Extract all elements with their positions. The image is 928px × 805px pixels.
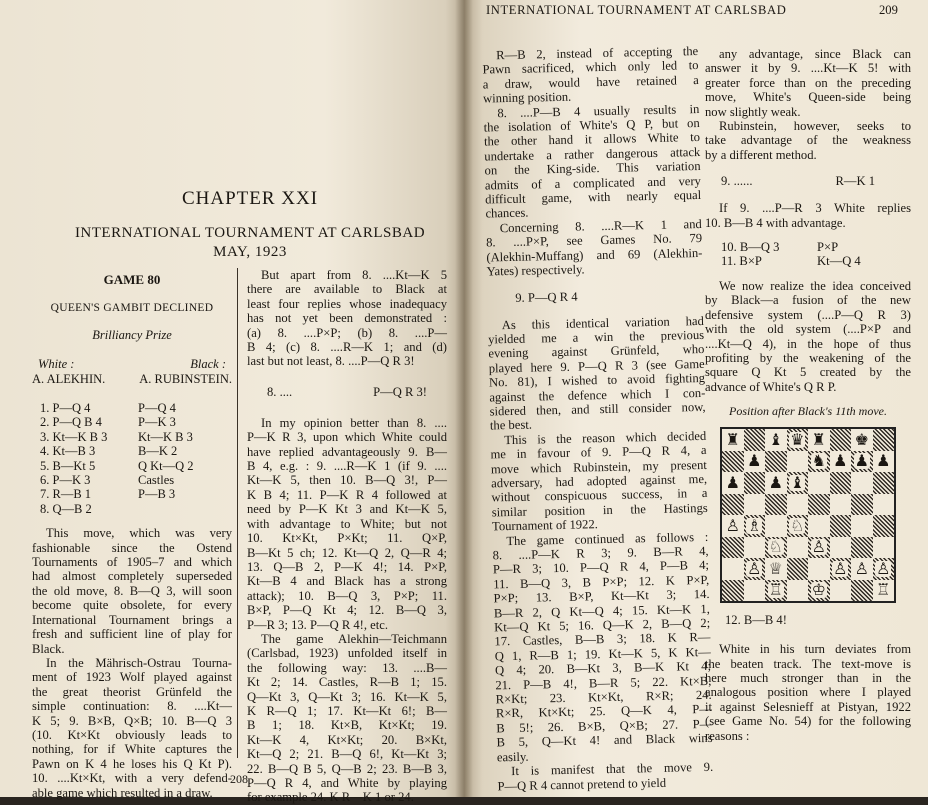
board-square [765, 515, 787, 537]
commentary-a [32, 526, 232, 800]
chess-piece-icon: ♟ [854, 451, 869, 471]
text-line: K B 4; 11. P—K R 4 followed at [247, 487, 447, 502]
text-line: need by P—K Kt 3 and Kt—K 5, [247, 502, 447, 517]
text-line: undertake a rather dangerous attack [484, 144, 701, 164]
board-square [808, 558, 830, 580]
board-square [722, 451, 744, 473]
text-line: P—K R 3, upon which White could [247, 430, 447, 445]
left-page-number: 208 [230, 772, 248, 786]
chess-piece-icon: ♜ [725, 429, 740, 449]
text-line: move which Rubinstein, my present [490, 457, 707, 476]
text-line: In my opinion better than 8. .... [261, 415, 447, 430]
board-square [830, 494, 852, 516]
text-line: B 4; (c) 8. ....R—K 1; and (d) [247, 340, 447, 355]
text-line: 11. B—Q 3, B P×P; 12. K P×P, [493, 572, 710, 592]
chess-piece-icon: ♝ [790, 472, 805, 492]
board-square [851, 558, 873, 580]
board-square [787, 537, 809, 559]
commentary-d2 [705, 201, 911, 230]
text-line: ....Kt—Q 4), in the hope of thus [705, 336, 911, 351]
text-line: (Carlsbad, 1923) unfolded itself in [247, 646, 447, 661]
text-line: B×P, P—Q Kt 4; 12. B—Q 3, [247, 603, 447, 618]
board-square [830, 558, 852, 580]
board-square [851, 494, 873, 516]
text-line: As this identical variation had [501, 313, 704, 332]
text-line: (a) 8. ....P×P; (b) 8. ....P— [247, 325, 447, 340]
text-line: Kt—Q 2; 21. B—Q 6!, Kt—Kt 3; [247, 747, 447, 762]
text-line: move, White's Queen-side being [705, 90, 911, 105]
move-row [40, 415, 232, 429]
white-move: 4. Kt—B 3 [40, 444, 96, 459]
text-line: played here 9. P—Q R 3 (see Game [488, 356, 705, 376]
board-square [873, 472, 895, 494]
board-square [787, 472, 809, 494]
move-8-line [247, 385, 447, 400]
board-square [722, 537, 744, 559]
text-line: defensive system (....P—Q R 3) [705, 307, 911, 322]
board-square [787, 451, 809, 473]
text-line: yielded me a win the previous [487, 327, 705, 347]
text-line: P—R 3; 13. P—Q R 4!, etc. [247, 617, 388, 632]
text-line: White in his turn deviates from [719, 642, 911, 657]
board-square [765, 451, 787, 473]
text-line: on the King-side. This variation [484, 159, 701, 178]
chess-piece-icon: ♙ [747, 558, 762, 578]
board-square [765, 494, 787, 516]
move-10-black: P×P [817, 240, 839, 255]
text-line: adversary, had adopted against me, [491, 471, 708, 491]
text-line: K R—Q 1; 17. Kt—Kt 6!; B— [247, 703, 447, 718]
text-line: without conspicuous success, in a [491, 486, 708, 505]
text-line: Q 1, R—B 1; 19. Kt—K 5, K Kt— [494, 644, 711, 664]
commentary-b1 [247, 268, 447, 369]
right-page-number: 209 [879, 3, 898, 17]
black-move: Q Kt—Q 2 [138, 458, 194, 473]
text-line: B 5, Q—Kt 4! and Black wins [496, 731, 713, 750]
text-line: (Alekhin-Muffang) and 69 (Alekhin- [486, 245, 703, 265]
left-column-2 [247, 268, 447, 805]
right-column-1 [482, 44, 714, 793]
right-page [464, 0, 928, 797]
board-square [830, 537, 852, 559]
text-line: Yates) respectively. [486, 262, 585, 279]
black-move: B—K 2 [138, 444, 178, 459]
board-square [851, 429, 873, 451]
text-line: Pawn on K 4 he loses his Q Kt P). [32, 756, 232, 771]
text-line: now slightly weak. [705, 104, 801, 119]
text-line: B—R 2, Q Kt—Q 4; 15. Kt—K 1, [493, 601, 710, 621]
text-line: B 5!; 26. B×B, Q×B; 27. P— [496, 716, 713, 736]
text-line: 8. ....P—K R 3; 9. B—R 4, [492, 543, 709, 563]
move-12: 12. B—B 4! [725, 613, 787, 628]
chess-piece-icon: ♗ [747, 515, 762, 535]
text-line: by a different method. [705, 147, 817, 162]
chess-piece-icon: ♘ [790, 515, 805, 535]
text-line: R—B 2, instead of accepting the [496, 44, 699, 63]
text-line: In the Mährisch-Ostrau Tourna- [46, 655, 232, 670]
text-line: winning position. [482, 89, 572, 106]
chess-piece-icon: ♖ [768, 580, 783, 600]
text-line: Q 4; 20. B—Kt 3, B—K Kt 4; [494, 659, 712, 678]
text-line: with the old system (....P×P and [705, 322, 911, 337]
chess-piece-icon: ♔ [811, 580, 826, 600]
text-line: Tournament of 1922. [491, 517, 598, 534]
commentary-d1 [705, 47, 911, 162]
text-line: had almost completely superseded [32, 569, 232, 584]
move-row [40, 430, 232, 444]
board-square [787, 558, 809, 580]
black-label: Black : [190, 357, 226, 371]
chess-piece-icon: ♟ [768, 472, 783, 492]
board-square [808, 515, 830, 537]
board-square [851, 537, 873, 559]
board-square [808, 472, 830, 494]
tournament-name: INTERNATIONAL TOURNAMENT AT CARLSBAD [74, 225, 426, 241]
text-line: any advantage, since Black can [719, 47, 911, 61]
text-line: reasons : [705, 728, 750, 743]
commentary-d4 [705, 642, 911, 743]
text-line: 8. ....P×P, see Games No. 79 [485, 231, 703, 250]
text-line: simple continuation: 8. ....Kt— [32, 699, 232, 714]
text-line: similar position in the Hastings [491, 500, 708, 520]
text-line: fresh and sufficient line of play for [32, 627, 232, 642]
text-line: nothing, for if White captures the [32, 742, 232, 757]
text-line: the old move, 8. B—Q 3, will soon [32, 583, 232, 598]
move-11-white: 11. B×P [721, 254, 762, 269]
board-square [787, 515, 809, 537]
commentary-d3 [705, 279, 911, 394]
diagram-caption: Position after Black's 11th move. [729, 404, 887, 419]
column-rule [237, 268, 238, 758]
move-row [40, 401, 232, 415]
text-line: it against Selesnieff at Pistyan, 1922 [705, 699, 911, 714]
board-square [808, 429, 830, 451]
text-line: The game Alekhin—Teichmann [261, 631, 447, 646]
text-line: answer it by 9. ....Kt—K 5! with [705, 61, 911, 76]
text-line: evening against Grünfeld, who [488, 342, 705, 361]
move-9-line [705, 174, 911, 189]
white-player: A. ALEKHIN. [32, 372, 106, 386]
chess-piece-icon: ♚ [854, 429, 869, 449]
move-10-white: 10. B—Q 3 [721, 240, 780, 255]
player-names [32, 372, 232, 387]
text-line: take advantage of the weakness [705, 133, 911, 148]
right-column-2 [705, 47, 911, 743]
board-square [744, 537, 766, 559]
board-square [851, 451, 873, 473]
text-line: We now realize the idea conceived [719, 278, 911, 293]
chess-piece-icon: ♛ [790, 429, 805, 449]
text-line: P—Q R 4, and White by playing [247, 776, 447, 790]
board-square [722, 558, 744, 580]
board-square [873, 429, 895, 451]
moves-10-11 [721, 240, 911, 269]
board-square [787, 580, 809, 602]
text-line: advance of White's Q R P. [705, 379, 837, 394]
text-line: analogous position where I played [705, 685, 911, 700]
text-line: R×Kt; 23. Kt×Kt, R×R; 24. [495, 687, 712, 707]
board-square [765, 580, 787, 602]
text-line: If 9. ....P—R 3 White replies [719, 201, 911, 216]
chess-piece-icon: ♙ [876, 558, 891, 578]
board-square [787, 494, 809, 516]
text-line: has not yet been demonstrated : [247, 311, 447, 326]
text-line: 17. Castles, B—B 3; 18. K R— [494, 630, 711, 649]
text-line: (see Game No. 54) for the following [705, 714, 911, 729]
chess-piece-icon: ♟ [747, 451, 762, 471]
board-square [873, 558, 895, 580]
commentary-c2 [488, 313, 714, 793]
move-11-black: Kt—Q 4 [817, 254, 861, 269]
text-line: This move, which was very [46, 526, 232, 541]
text-line: with advantage to White; but not [247, 516, 447, 531]
move-row [40, 444, 232, 458]
board-square [765, 429, 787, 451]
chess-piece-icon: ♙ [833, 558, 848, 578]
left-column-1 [32, 268, 232, 800]
text-line: least four replies whose inadequacy [247, 296, 447, 311]
board-square [830, 515, 852, 537]
text-line: No. 81), I wished to avoid fighting [488, 371, 706, 390]
board-square [744, 429, 766, 451]
move-9-white: 9. P—Q R 4 [515, 289, 578, 305]
text-line: Pawn sacrificed, which only led to [482, 58, 699, 77]
text-line: ment of 1923 Wolf played against [32, 670, 232, 685]
chess-piece-icon: ♙ [854, 558, 869, 578]
text-line: Kt 2; 14. Castles, R—B 1; 15. [247, 675, 447, 690]
text-line: Tournaments of 1905–7 and which [32, 555, 232, 570]
white-move: 7. R—B 1 [40, 487, 92, 502]
board-square [808, 580, 830, 602]
chess-piece-icon: ♟ [725, 472, 740, 492]
board-square [830, 451, 852, 473]
text-line: chances. [485, 206, 529, 221]
board-square [744, 558, 766, 580]
text-line: profiting by the weakening of the [705, 350, 911, 365]
tournament-heading [40, 224, 460, 262]
text-line: International Tournament brings a [32, 612, 232, 627]
text-line: Black. [32, 641, 65, 656]
text-line: B—Kt 5 ch; 12. Kt—Q 2, Q—R 4; [247, 545, 447, 560]
board-square [808, 494, 830, 516]
board-square [873, 451, 895, 473]
opening-name: QUEEN'S GAMBIT DECLINED [50, 302, 214, 314]
chess-piece-icon: ♘ [768, 537, 783, 557]
board-square [873, 537, 895, 559]
opening-moves [40, 401, 232, 516]
white-move: 2. P—Q B 4 [40, 415, 102, 430]
player-labels [32, 357, 232, 372]
board-square [851, 472, 873, 494]
chapter-title: CHAPTER XXI [181, 188, 319, 209]
text-line: B 1; 18. Kt×B, Kt×Kt; 19. [247, 718, 447, 733]
tournament-date: MAY, 1923 [213, 244, 287, 260]
text-line: last but not least, 8. ....P—Q R 3! [247, 354, 415, 369]
text-line: easily. [496, 749, 529, 765]
text-line: difficult game, with nearly equal [485, 188, 702, 207]
move-row [40, 502, 232, 516]
move-8-reply: P—Q R 3! [373, 384, 427, 399]
text-line: 8. ....P—B 4 usually results in [497, 101, 700, 120]
move-row [40, 473, 232, 487]
chess-piece-icon: ♕ [768, 558, 783, 578]
white-move: 1. P—Q 4 [40, 401, 91, 415]
black-move: Castles [138, 473, 175, 488]
text-line: a draw, would have retained a [482, 72, 699, 92]
text-line: the best. [489, 417, 533, 433]
text-line: sidered then, and still consider now, [489, 399, 706, 419]
text-line: 10. Kt×Kt, P×Kt; 11. Q×P, [247, 531, 447, 546]
text-line: become quite obsolete, for every [32, 598, 232, 613]
text-line: Rubinstein, however, seeks to [719, 119, 911, 134]
board-square [722, 494, 744, 516]
board-square [851, 515, 873, 537]
board-square [765, 558, 787, 580]
text-line: R×R, Kt×Kt; 25. Q—K 4, P— [495, 702, 713, 721]
text-line: Kt—B 4 and Black has a strong [247, 574, 447, 589]
board-square [873, 494, 895, 516]
commentary-c1 [482, 44, 703, 279]
board-square [744, 472, 766, 494]
text-line: P—Q R 4 cannot pretend to yield [497, 775, 667, 793]
text-line: the isolation of White's Q P, but on [483, 116, 700, 135]
board-square [744, 494, 766, 516]
chess-diagram [720, 427, 896, 603]
text-line: 10. B—B 4 with advantage. [705, 215, 846, 230]
white-move: 3. Kt—K B 3 [40, 429, 108, 444]
board-square [830, 580, 852, 602]
black-move: Kt—K B 3 [138, 429, 193, 444]
board-square [808, 537, 830, 559]
move-row [40, 459, 232, 473]
white-label: White : [38, 357, 75, 371]
text-line: (10. Kt×Kt obviously leads to [32, 727, 232, 742]
black-move: P—B 3 [138, 487, 176, 502]
prize-label: Brilliancy Prize [92, 328, 172, 342]
text-line: the other hand it allows White to [483, 130, 701, 149]
text-line: 21. P—B 4!, B—R 5; 22. Kt×B, [495, 673, 712, 693]
board-square [808, 451, 830, 473]
board-square [722, 472, 744, 494]
white-move: 6. P—K 3 [40, 473, 91, 488]
text-line: for example 24. K R—K 1 or 24. [247, 790, 414, 805]
board-square [830, 429, 852, 451]
text-line: 13. Q—B 2, P—K 4!; 14. P×P, [247, 559, 447, 574]
board-square [830, 472, 852, 494]
chess-piece-icon: ♜ [811, 429, 826, 449]
text-line: square Q Kt 5 created by the [705, 365, 911, 380]
text-line: P—R 3; 10. P—Q R 4, P—B 4; [492, 558, 710, 577]
text-line: K 5; 9. B×B, Q×B; 10. B—Q 3 [32, 713, 232, 728]
text-line: Concerning 8. ....R—K 1 and [499, 216, 702, 236]
move-row [40, 487, 232, 501]
black-move: P—Q 4 [138, 401, 176, 415]
text-line: The game continued as follows : [506, 529, 709, 548]
chess-piece-icon: ♞ [811, 451, 826, 471]
text-line: greater force than on the preceding [705, 75, 911, 90]
board-square [744, 580, 766, 602]
text-line: 22. B—Q B 5, Q—B 2; 23. B—B 3, [247, 761, 447, 776]
white-move: 8. Q—B 2 [40, 501, 92, 516]
text-line: by Black—a fusion of the new [705, 293, 911, 308]
board-square [873, 580, 895, 602]
board-square [722, 515, 744, 537]
board-square [765, 472, 787, 494]
black-player: A. RUBINSTEIN. [139, 372, 232, 386]
text-line: me in favour of 9. P—Q R 4, a [490, 443, 707, 462]
text-line: there are available to Black at [247, 282, 447, 297]
text-line: the beaten track. The text-move is [705, 656, 911, 671]
board-square [765, 537, 787, 559]
move-9-reply: R—K 1 [835, 174, 875, 189]
commentary-b2 [247, 416, 447, 805]
chess-piece-icon: ♙ [725, 515, 740, 535]
move-9: 9. ...... [721, 174, 753, 189]
board-square [787, 429, 809, 451]
text-line: against the defence which I con- [489, 385, 706, 404]
text-line: the great theorist Grünfeld the [32, 684, 232, 699]
chess-piece-icon: ♟ [833, 451, 848, 471]
board-square [722, 580, 744, 602]
text-line: Q—Kt 3, Q—Kt 3; 16. Kt—K 5, [247, 689, 447, 704]
chess-piece-icon: ♝ [768, 429, 783, 449]
board-square [851, 580, 873, 602]
board-square [744, 515, 766, 537]
board-square [873, 515, 895, 537]
text-line: 10. ....Kt×Kt, with a very defend- [32, 771, 232, 786]
black-move: P—K 3 [138, 415, 176, 430]
chess-piece-icon: ♙ [811, 537, 826, 557]
text-line: admits of a complicated and very [484, 173, 702, 193]
text-line: P×P; 13. B×P, Kt—Kt 3; 14. [493, 587, 710, 606]
text-line: But apart from 8. ....Kt—K 5 [261, 268, 447, 282]
book-gutter [455, 0, 473, 797]
chess-piece-icon: ♖ [876, 580, 891, 600]
text-line: attack); 10. B—Q 3, P×P; 11. [247, 588, 447, 603]
text-line: Kt—K 5, then 10. B—Q 3!, P— [247, 473, 447, 488]
board-square [722, 429, 744, 451]
text-line: Kt—Q Kt 5; 16. Q—K 2, B—Q 2; [494, 615, 711, 635]
text-line: It is manifest that the move 9. [511, 759, 714, 779]
text-line: fashionable since the Ostend [32, 540, 232, 555]
text-line: able game which resulted in a draw. [32, 785, 213, 800]
running-head: INTERNATIONAL TOURNAMENT AT CARLSBAD [486, 3, 787, 17]
move-8: 8. .... [267, 384, 293, 399]
text-line: here much stronger than in the [705, 670, 911, 685]
text-line: have replied advantageously 9. B— [247, 444, 447, 459]
game-title: GAME 80 [103, 272, 161, 287]
chess-piece-icon: ♟ [876, 451, 891, 471]
text-line: B 4, e.g. : 9. ....R—K 1 (if 9. .... [247, 459, 447, 474]
board-square [744, 451, 766, 473]
text-line: Kt—K 4, Kt×Kt; 20. B×Kt, [247, 732, 447, 747]
text-line: This is the reason which decided [504, 428, 707, 447]
text-line: the following way: 13. ....B— [247, 660, 447, 675]
white-move: 5. B—Kt 5 [40, 458, 96, 473]
